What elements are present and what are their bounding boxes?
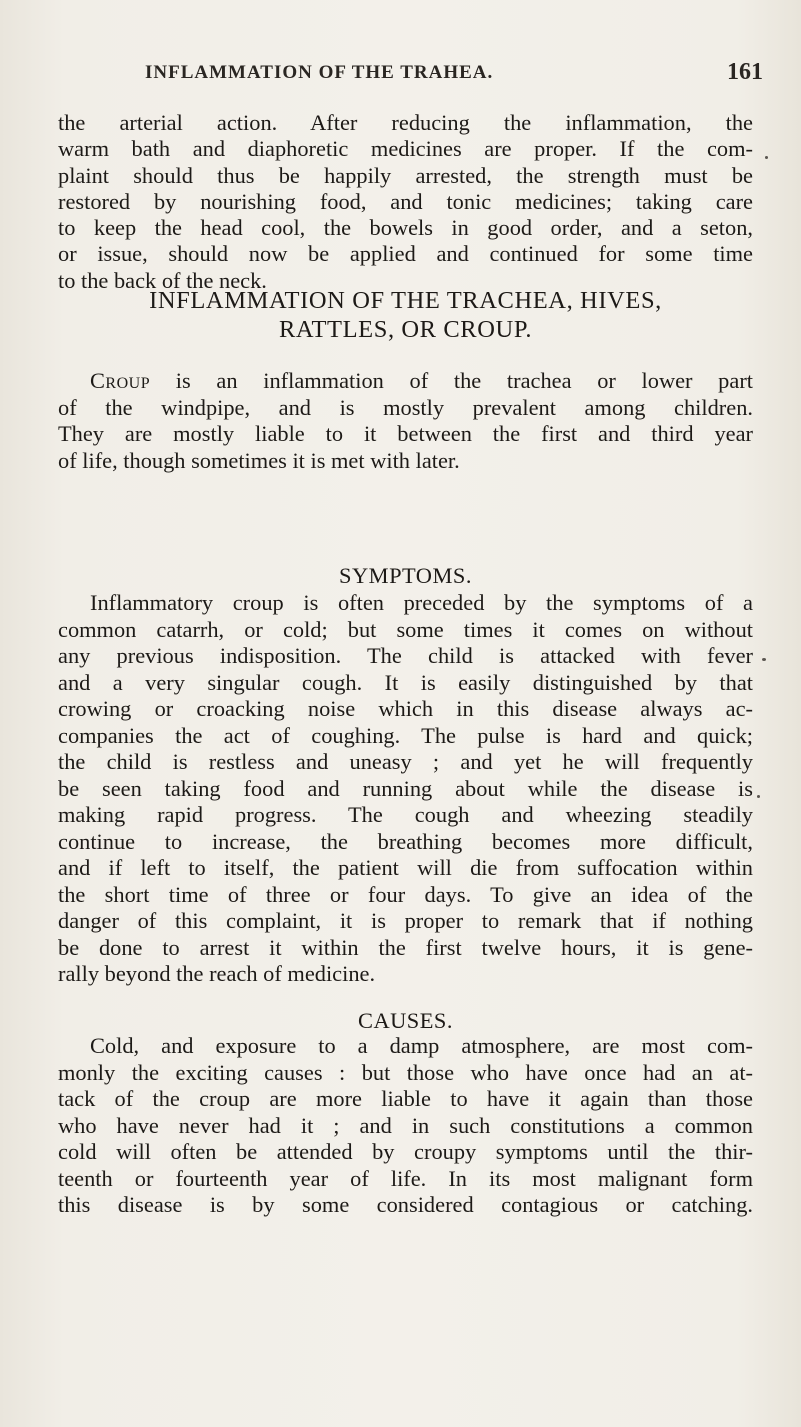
text-line: warm bath and diaphoretic medicines are proper. If the com- bbox=[58, 136, 753, 162]
text-line: to keep the head cool, the bowels in good order, and a seton, bbox=[58, 215, 753, 241]
symptoms-paragraph bbox=[58, 590, 753, 988]
text-line: the arterial action. After reducing the inflammation, the bbox=[58, 110, 753, 135]
text-line: teenth or fourteenth year of life. In its most malignant form bbox=[58, 1165, 753, 1191]
text-line: companies the act of coughing. The pulse is hard and quick; bbox=[58, 722, 753, 748]
text-line bbox=[58, 368, 753, 395]
text-line: tack of the croup are more liable to have it again than those bbox=[58, 1086, 753, 1111]
text-line: continue to increase, the breathing becomes more difficult, bbox=[58, 828, 753, 854]
text-line: of life, though sometimes it is met with later. bbox=[58, 447, 460, 473]
text-line: this disease is by some considered contagious or catching. bbox=[58, 1192, 753, 1217]
text-line: and a very singular cough. It is easily distinguished by that bbox=[58, 669, 753, 695]
text-line: crowing or croacking noise which in this disease always ac- bbox=[58, 696, 753, 721]
text-line: the short time of three or four days. To give an idea of the bbox=[58, 881, 753, 907]
paper-speck bbox=[757, 795, 760, 798]
text-line: Cold, and exposure to a damp atmosphere, are most com- bbox=[90, 1033, 753, 1058]
text-line: cold will often be attended by croupy symptoms until the thir- bbox=[58, 1139, 753, 1164]
section-heading bbox=[58, 286, 753, 344]
paper-speck bbox=[762, 658, 766, 661]
text-line: They are mostly liable to it between the first and third year bbox=[58, 421, 753, 446]
text-line: any previous indisposition. The child is attacked with fever bbox=[58, 643, 753, 668]
causes-paragraph bbox=[58, 1033, 753, 1219]
text-line: rally beyond the reach of medicine. bbox=[58, 961, 376, 986]
text-line: be done to arrest it within the first twelve hours, it is gene- bbox=[58, 934, 753, 960]
text-line: making rapid progress. The cough and wheezing steadily bbox=[58, 802, 753, 827]
text-line: or issue, should now be applied and continued for some time bbox=[58, 241, 753, 267]
text-line: and if left to itself, the patient will die from suffocation within bbox=[58, 855, 753, 880]
lead-word: Croup bbox=[90, 368, 151, 393]
section-heading-line: INFLAMMATION OF THE TRACHEA, HIVES, bbox=[149, 287, 662, 314]
text-line: to the back of the neck. bbox=[58, 267, 267, 293]
symptoms-heading: SYMPTOMS. bbox=[339, 563, 472, 588]
first-line-rest: is an inflammation of the trachea or lower part bbox=[150, 368, 753, 393]
page-number: 161 bbox=[727, 59, 763, 85]
causes-heading: CAUSES. bbox=[358, 1008, 453, 1033]
text-line: restored by nourishing food, and tonic medicines; taking care bbox=[58, 188, 753, 214]
text-line: Inflammatory croup is often preceded by the symptoms of a bbox=[90, 590, 753, 615]
text-line: common catarrh, or cold; but some times it comes on without bbox=[58, 616, 753, 642]
opening-paragraph bbox=[58, 110, 753, 294]
running-head-title: INFLAMMATION OF THE TRAHEA. bbox=[145, 62, 494, 83]
text-line: be seen taking food and running about while the disease is bbox=[58, 775, 753, 801]
text-line: who have never had it ; and in such constitutions a common bbox=[58, 1112, 753, 1138]
text-line: the child is restless and uneasy ; and yet he will frequently bbox=[58, 749, 753, 774]
croup-paragraph bbox=[58, 368, 753, 474]
text-line: plaint should thus be happily arrested, the strength must be bbox=[58, 162, 753, 188]
text-line: danger of this complaint, it is proper to remark that if nothing bbox=[58, 908, 753, 933]
section-heading-line: RATTLES, OR CROUP. bbox=[278, 316, 533, 343]
paper-speck bbox=[765, 156, 768, 159]
text-line: of the windpipe, and is mostly prevalent among children. bbox=[58, 394, 753, 420]
text-line: monly the exciting causes : but those who have once had an at- bbox=[58, 1059, 753, 1085]
